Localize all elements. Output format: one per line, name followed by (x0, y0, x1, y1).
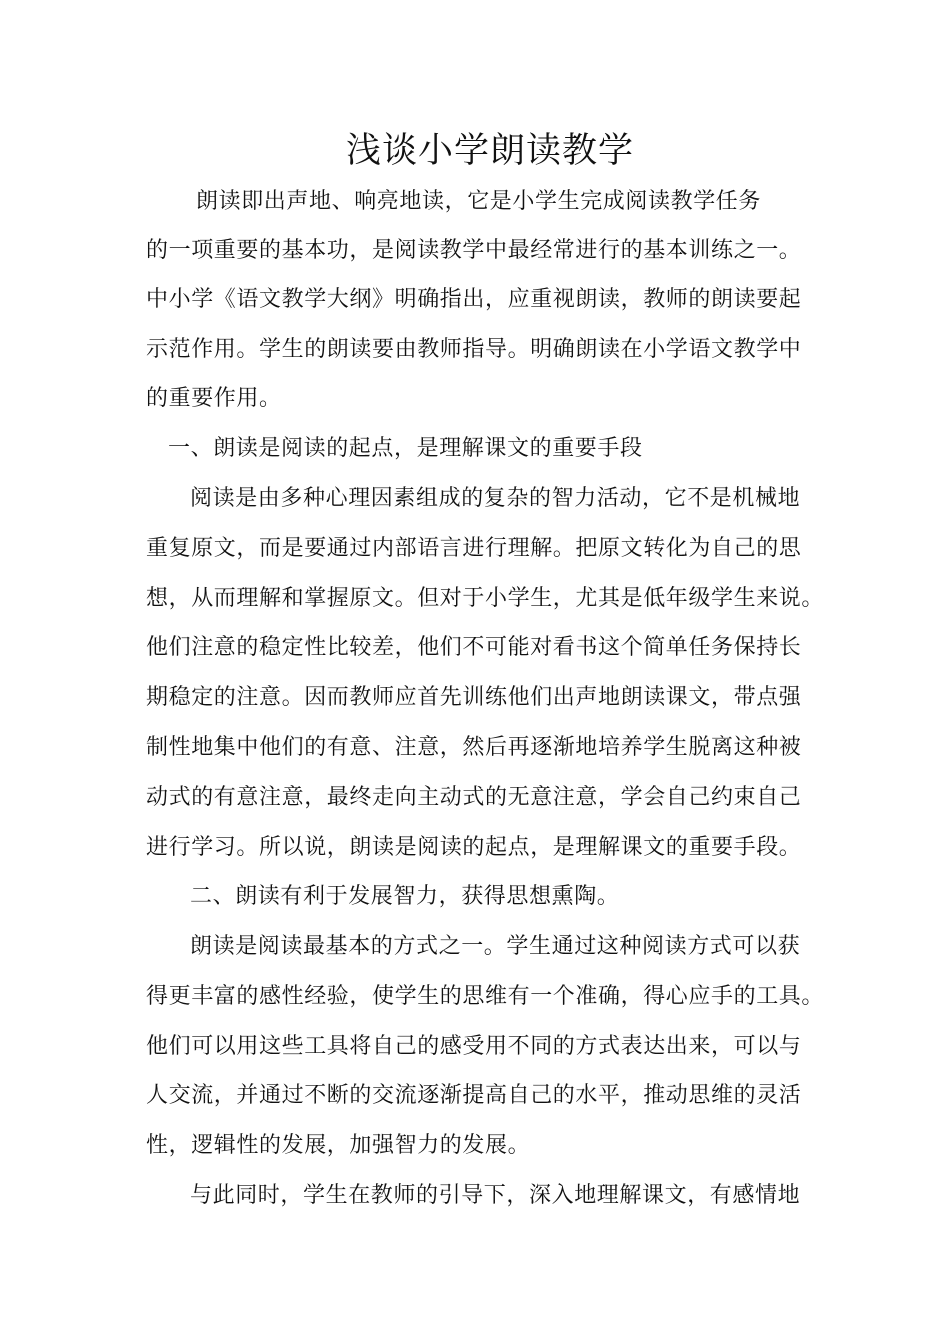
body-line: 他们可以用这些工具将自己的感受用不同的方式表达出来，可以与 (146, 1034, 802, 1059)
body-line: 动式的有意注意，最终走向主动式的无意注意，学会自己约束自己 (146, 785, 802, 810)
body-line: 中小学《语文教学大纲》明确指出，应重视朗读，教师的朗读要起 (146, 287, 802, 312)
document-title: 浅谈小学朗读教学 (345, 131, 634, 171)
body-line: 制性地集中他们的有意、注意，然后再逐渐地培养学生脱离这种被 (146, 735, 802, 760)
body-line: 朗读即出声地、响亮地读，它是小学生完成阅读教学任务 (196, 189, 762, 214)
body-line: 他们注意的稳定性比较差，他们不可能对看书这个简单任务保持长 (146, 635, 802, 660)
body-line: 阅读是由多种心理因素组成的复杂的智力活动，它不是机械地 (190, 486, 801, 511)
body-line: 得更丰富的感性经验，使学生的思维有一个准确，得心应手的工具。 (146, 984, 825, 1009)
body-line: 的重要作用。 (146, 386, 282, 411)
body-line: 重复原文，而是要通过内部语言进行理解。把原文转化为自己的思 (146, 536, 802, 561)
body-line: 的一项重要的基本功，是阅读教学中最经常进行的基本训练之一。 (146, 238, 802, 263)
body-line: 朗读是阅读最基本的方式之一。学生通过这种阅读方式可以获 (190, 934, 801, 959)
body-line: 性，逻辑性的发展，加强智力的发展。 (146, 1133, 531, 1158)
body-line: 与此同时，学生在教师的引导下，深入地理解课文，有感情地 (190, 1183, 801, 1208)
body-line: 想，从而理解和掌握原文。但对于小学生，尤其是低年级学生来说。 (146, 586, 825, 611)
body-line: 进行学习。所以说，朗读是阅读的起点，是理解课文的重要手段。 (146, 835, 802, 860)
body-line: 人交流，并通过不断的交流逐渐提高自己的水平，推动思维的灵活 (146, 1083, 802, 1108)
body-line: 期稳定的注意。因而教师应首先训练他们出声地朗读课文，带点强 (146, 685, 802, 710)
section-heading: 一、朗读是阅读的起点，是理解课文的重要手段 (168, 436, 643, 461)
section-heading: 二、朗读有利于发展智力，获得思想熏陶。 (190, 884, 620, 909)
body-line: 示范作用。学生的朗读要由教师指导。明确朗读在小学语文教学中 (146, 337, 802, 362)
